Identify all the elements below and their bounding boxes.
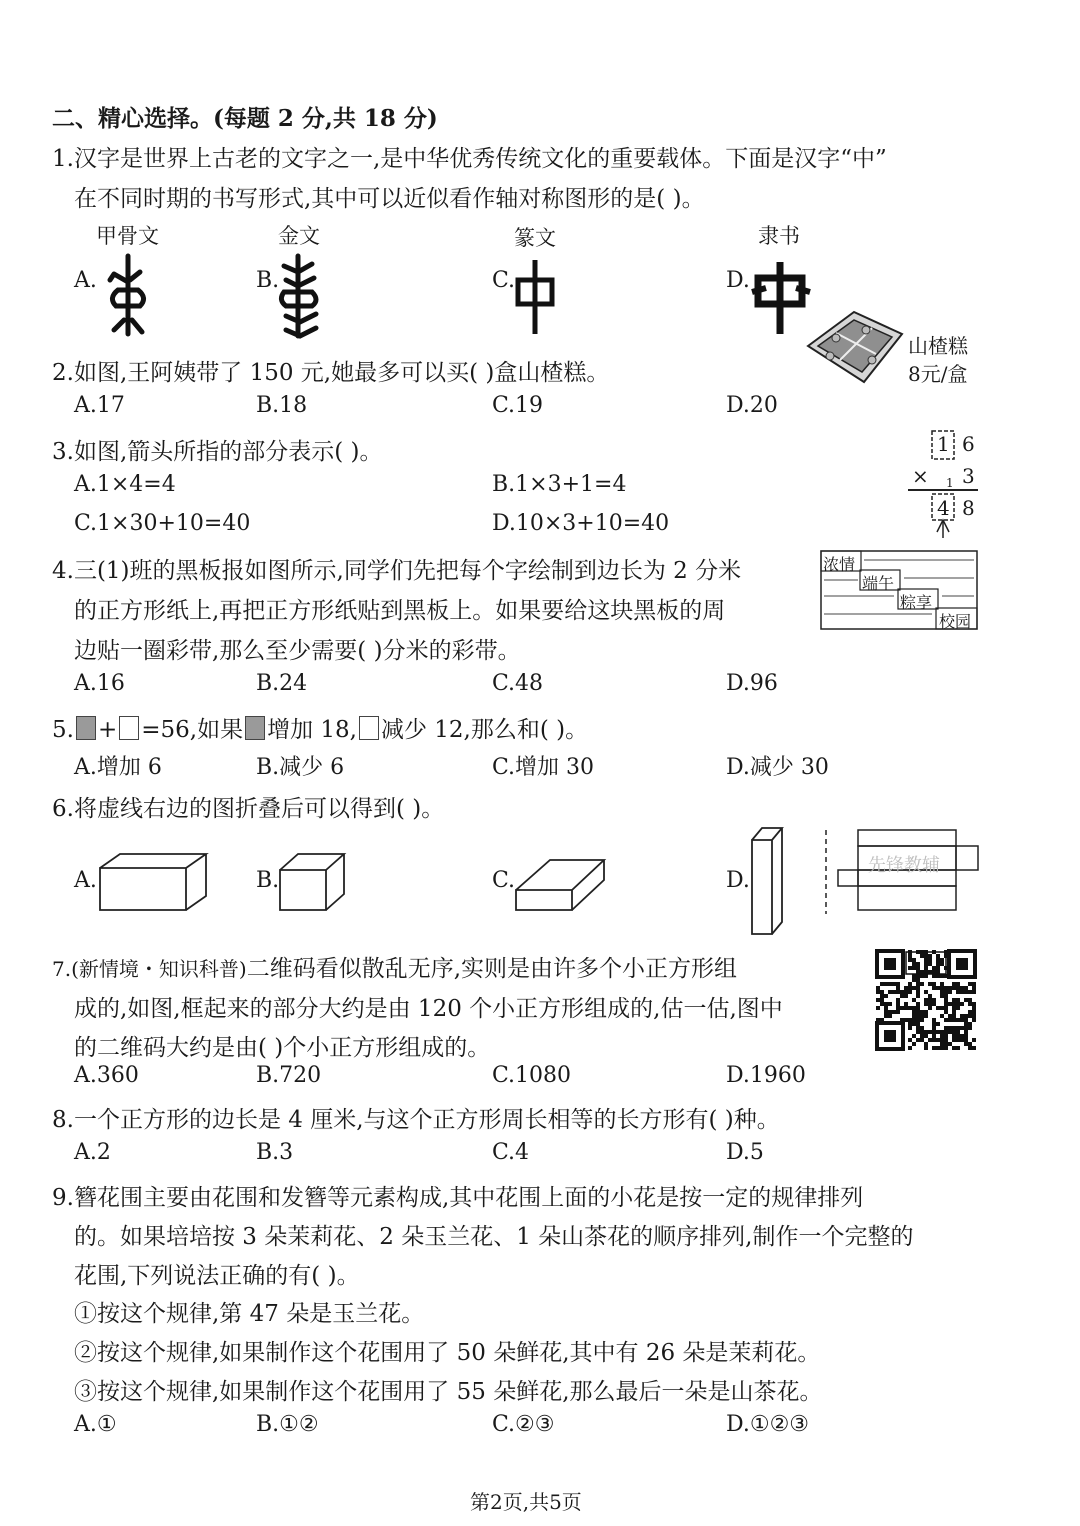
q2-text: 2.如图,王阿姨带了 150 元,她最多可以买( )盒山楂糕。 — [52, 360, 610, 386]
q5-text-part2: 增加 18, — [267, 717, 357, 743]
q3-top-digit-2: 6 — [962, 432, 975, 456]
q5-option-d[interactable]: D.减少 30 — [726, 755, 829, 780]
gray-box-icon — [245, 716, 265, 740]
q4-line1: 4.三(1)班的黑板报如图所示,同学们先把每个字绘制到边长为 2 分米 — [52, 558, 742, 584]
page-footer: 第2页,共5页 — [470, 1490, 582, 1514]
q4-board-word-3: 粽享 — [900, 593, 933, 612]
oracle-bone-zhong-glyph — [104, 254, 154, 336]
cuboid-d-image — [750, 826, 786, 936]
q8-option-b[interactable]: B.3 — [256, 1140, 294, 1165]
q6-option-b[interactable]: B. — [256, 868, 280, 893]
q2-product-price: 8元/盒 — [908, 362, 968, 386]
q2-option-c[interactable]: C.19 — [492, 393, 544, 418]
q3-carry-digit: 1 — [946, 476, 954, 490]
q7-line3: 的二维码大约是由( )个小正方形组成的。 — [74, 1035, 491, 1061]
q7-option-d[interactable]: D.1960 — [726, 1063, 806, 1088]
q3-result-digit-2: 8 — [962, 496, 975, 520]
q2-option-a[interactable]: A.17 — [74, 393, 125, 418]
q4-option-c[interactable]: C.48 — [492, 671, 544, 696]
q3-top-digit-1: 1 — [937, 432, 950, 456]
q1-label-lishu: 隶书 — [758, 224, 800, 248]
section-title: 二、精心选择。(每题 2 分,共 18 分) — [52, 105, 438, 132]
q7-option-c[interactable]: C.1080 — [492, 1063, 572, 1088]
q8-text: 8.一个正方形的边长是 4 厘米,与这个正方形周长相等的长方形有( )种。 — [52, 1107, 780, 1133]
hawthorn-cake-box-image — [806, 310, 904, 384]
q5-option-c[interactable]: C.增加 30 — [492, 755, 595, 780]
q4-option-b[interactable]: B.24 — [256, 671, 308, 696]
q6-option-a[interactable]: A. — [74, 868, 97, 893]
q7-option-a[interactable]: A.360 — [74, 1063, 139, 1088]
q3-option-b[interactable]: B.1×3+1=4 — [492, 472, 627, 497]
q9-line3: 花围,下列说法正确的有( )。 — [74, 1263, 360, 1289]
q4-option-a[interactable]: A.16 — [74, 671, 125, 696]
q1-label-jinwen: 金文 — [278, 224, 320, 248]
q4-board-word-2: 端午 — [862, 574, 895, 593]
q9-option-b[interactable]: B.①② — [256, 1412, 319, 1437]
q7-option-b[interactable]: B.720 — [256, 1063, 322, 1088]
q7-line1 — [52, 950, 737, 983]
q4-line2: 的正方形纸上,再把正方形纸贴到黑板上。如果要给这块黑板的周 — [74, 598, 726, 624]
q7-line1-text: 二维码看似散乱无序,实则是由许多个小正方形组 — [246, 956, 737, 982]
gray-box-icon — [76, 716, 96, 740]
q5-text — [52, 711, 588, 744]
q8-option-a[interactable]: A.2 — [74, 1140, 111, 1165]
q7-line2: 成的,如图,框起来的部分大约是由 120 个小正方形组成的,估一估,图中 — [74, 996, 783, 1022]
watermark-text: 先锋教辅 — [868, 855, 940, 876]
q1-option-d[interactable]: D. — [726, 268, 750, 293]
q9-option-a[interactable]: A.① — [74, 1412, 117, 1437]
cuboid-c-image — [514, 856, 606, 912]
white-box-icon — [119, 716, 139, 740]
q6-option-d[interactable]: D. — [726, 868, 750, 893]
q3-result-digit-1: 4 — [937, 496, 950, 520]
clerical-zhong-glyph — [752, 258, 810, 336]
white-box-icon — [359, 716, 379, 740]
bronze-zhong-glyph — [278, 254, 328, 338]
q3-multiplier-digit: 3 — [962, 464, 975, 488]
q8-option-d[interactable]: D.5 — [726, 1140, 764, 1165]
q8-option-c[interactable]: C.4 — [492, 1140, 530, 1165]
q4-board-word-4: 校园 — [939, 612, 972, 631]
q5-text-part1: =56,如果 — [141, 717, 244, 743]
q9-statement-2: ②按这个规律,如果制作这个花围用了 50 朵鲜花,其中有 26 朵是茉莉花。 — [74, 1340, 821, 1366]
q9-line1: 9.簪花围主要由花围和发簪等元素构成,其中花围上面的小花是按一定的规律排列 — [52, 1185, 864, 1211]
q3-times-sign: × — [912, 464, 929, 488]
q3-option-a[interactable]: A.1×4=4 — [74, 472, 176, 497]
q5-number: 5. — [52, 717, 74, 743]
q3-option-c[interactable]: C.1×30+10=40 — [74, 511, 251, 536]
q2-option-d[interactable]: D.20 — [726, 393, 778, 418]
q1-option-c[interactable]: C. — [492, 268, 516, 293]
q1-line1: 1.汉字是世界上古老的文字之一,是中华优秀传统文化的重要载体。下面是汉字“中” — [52, 146, 887, 172]
q9-line2: 的。如果培培按 3 朵茉莉花、2 朵玉兰花、1 朵山茶花的顺序排列,制作一个完整的 — [74, 1224, 914, 1250]
q9-statement-3: ③按这个规律,如果制作这个花围用了 55 朵鲜花,那么最后一朵是山茶花。 — [74, 1379, 823, 1405]
q7-tag: 7.(新情境・知识科普) — [52, 957, 247, 981]
q6-text: 6.将虚线右边的图折叠后可以得到( )。 — [52, 796, 445, 822]
q1-label-jiaguwen: 甲骨文 — [96, 224, 159, 248]
q2-product-name: 山楂糕 — [908, 334, 968, 358]
q9-option-d[interactable]: D.①②③ — [726, 1412, 810, 1437]
q5-plus: + — [97, 717, 118, 743]
q4-line3: 边贴一圈彩带,那么至少需要( )分米的彩带。 — [74, 638, 521, 664]
q3-option-d[interactable]: D.10×3+10=40 — [492, 511, 670, 536]
q4-option-d[interactable]: D.96 — [726, 671, 778, 696]
seal-zhong-glyph — [514, 258, 556, 336]
cuboid-a-image — [98, 852, 210, 912]
q5-option-a[interactable]: A.增加 6 — [74, 755, 162, 780]
q3-text: 3.如图,箭头所指的部分表示( )。 — [52, 439, 383, 465]
q5-option-b[interactable]: B.减少 6 — [256, 755, 345, 780]
q2-option-b[interactable]: B.18 — [256, 393, 308, 418]
q6-option-c[interactable]: C. — [492, 868, 516, 893]
q9-option-c[interactable]: C.②③ — [492, 1412, 555, 1437]
q9-statement-1: ①按这个规律,第 47 朵是玉兰花。 — [74, 1301, 425, 1327]
q1-option-a[interactable]: A. — [74, 268, 97, 293]
q1-option-b[interactable]: B. — [256, 268, 280, 293]
q1-label-zhuanwen: 篆文 — [514, 226, 556, 250]
q4-board-word-1: 浓情 — [823, 555, 856, 574]
qr-code-image — [876, 950, 976, 1050]
q5-text-part3: 减少 12,那么和( )。 — [380, 717, 589, 743]
q1-line2: 在不同时期的书写形式,其中可以近似看作轴对称图形的是( )。 — [74, 186, 705, 212]
cuboid-b-image — [278, 852, 346, 912]
